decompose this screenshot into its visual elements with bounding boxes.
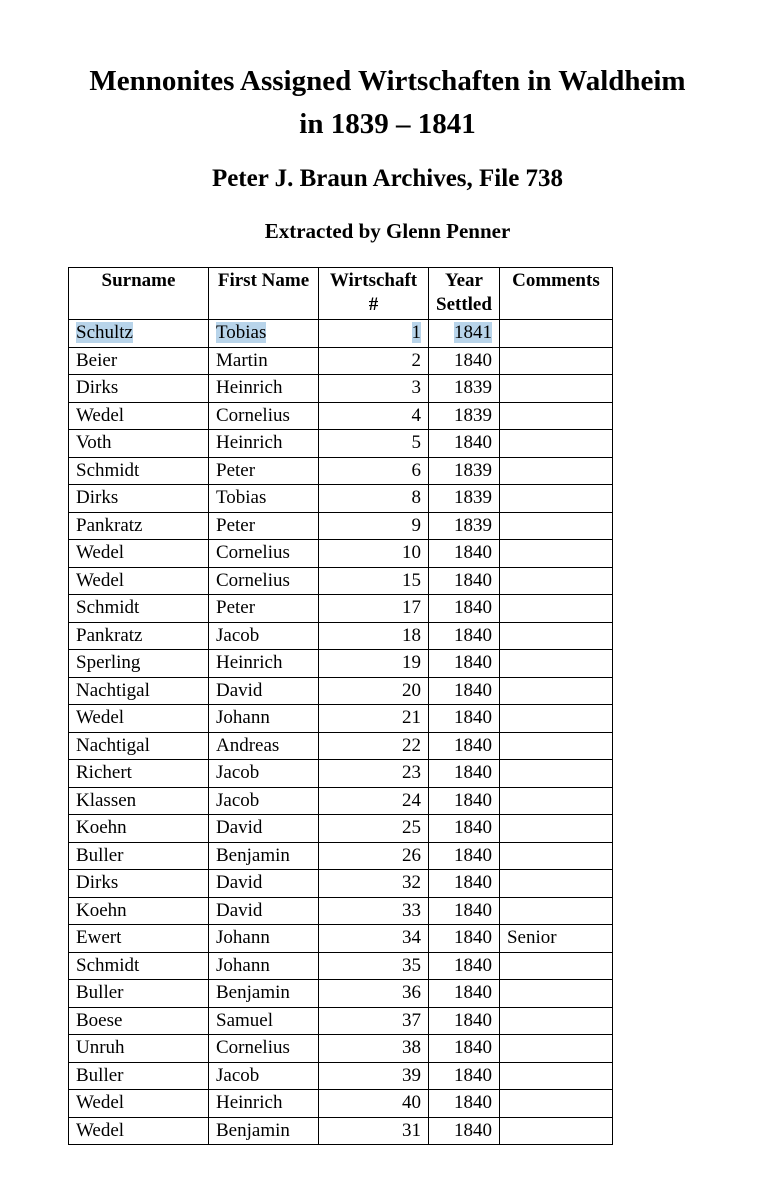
table-row [69,347,613,375]
document-subtitle: Peter J. Braun Archives, File 738 [211,165,564,192]
cell-comments [499,732,612,760]
cell-first-name: Jacob [209,760,319,788]
cell-wirtschaft-number: 15 [319,567,429,595]
cell-comments [499,1007,612,1035]
cell-wirtschaft-number: 39 [319,1062,429,1090]
cell-wirtschaft-number [319,320,429,348]
cell-year-settled [429,320,500,348]
cell-first-name: Benjamin [209,842,319,870]
cell-surname: Pankratz [69,622,209,650]
cell-surname: Boese [69,1007,209,1035]
table-row [69,595,613,623]
cell-year-settled: 1840 [429,952,500,980]
cell-first-name: Heinrich [209,375,319,403]
cell-year-settled: 1840 [429,1035,500,1063]
cell-first-name: Jacob [209,1062,319,1090]
cell-surname: Wedel [69,567,209,595]
table-row [69,925,613,953]
cell-surname: Richert [69,760,209,788]
cell-wirtschaft-number: 19 [319,650,429,678]
cell-comments: Senior [499,925,612,953]
cell-surname: Voth [69,430,209,458]
cell-year-settled: 1840 [429,870,500,898]
header-comments: Comments [499,268,612,320]
table-row [69,705,613,733]
cell-first-name: Johann [209,925,319,953]
table-row [69,815,613,843]
table-row [69,457,613,485]
cell-year-settled: 1840 [429,677,500,705]
cell-wirtschaft-number: 21 [319,705,429,733]
header-wirtschaft-line-1: Wirtschaft [329,270,418,291]
cell-surname: Pankratz [69,512,209,540]
cell-year-settled: 1839 [429,512,500,540]
table-row [69,897,613,925]
cell-wirtschaft-number: 18 [319,622,429,650]
cell-year-settled: 1840 [429,842,500,870]
table-row [69,430,613,458]
cell-first-name: Peter [209,457,319,485]
cell-comments [499,402,612,430]
cell-year-settled: 1840 [429,897,500,925]
cell-comments [499,705,612,733]
cell-first-name: Johann [209,705,319,733]
cell-comments [499,650,612,678]
table-row [69,540,613,568]
cell-year-settled: 1840 [429,622,500,650]
cell-wirtschaft-number: 40 [319,1090,429,1118]
cell-year-settled: 1840 [429,815,500,843]
header-year-line-2: Settled [436,294,492,315]
cell-first-name: Samuel [209,1007,319,1035]
table-row [69,842,613,870]
highlighted-text: 1 [411,322,421,344]
cell-comments [499,980,612,1008]
table-header-row [69,268,613,320]
cell-year-settled: 1840 [429,567,500,595]
cell-surname: Klassen [69,787,209,815]
header-wirtschaft [319,268,429,320]
cell-first-name: Benjamin [209,1117,319,1145]
cell-first-name: Cornelius [209,402,319,430]
cell-first-name: Benjamin [209,980,319,1008]
cell-surname: Unruh [69,1035,209,1063]
table-row [69,622,613,650]
cell-year-settled: 1840 [429,540,500,568]
cell-comments [499,1117,612,1145]
extracted-by-credit: Extracted by Glenn Penner [264,219,511,243]
cell-comments [499,320,612,348]
cell-comments [499,512,612,540]
header-year-line-1: Year [444,270,483,291]
cell-wirtschaft-number: 22 [319,732,429,760]
cell-comments [499,430,612,458]
cell-first-name: Heinrich [209,650,319,678]
cell-surname: Sperling [69,650,209,678]
cell-wirtschaft-number: 3 [319,375,429,403]
cell-comments [499,347,612,375]
cell-wirtschaft-number: 26 [319,842,429,870]
cell-wirtschaft-number: 32 [319,870,429,898]
table-row [69,677,613,705]
cell-wirtschaft-number: 38 [319,1035,429,1063]
cell-first-name: Cornelius [209,567,319,595]
cell-wirtschaft-number: 4 [319,402,429,430]
cell-year-settled: 1839 [429,402,500,430]
cell-year-settled: 1839 [429,485,500,513]
cell-wirtschaft-number: 24 [319,787,429,815]
cell-comments [499,375,612,403]
cell-surname [69,320,209,348]
table-body [69,320,613,1145]
cell-surname: Koehn [69,815,209,843]
cell-wirtschaft-number: 20 [319,677,429,705]
table-row [69,1062,613,1090]
cell-surname: Beier [69,347,209,375]
cell-wirtschaft-number: 34 [319,925,429,953]
cell-first-name: Andreas [209,732,319,760]
cell-first-name [209,320,319,348]
cell-comments [499,787,612,815]
cell-comments [499,485,612,513]
table-row [69,567,613,595]
cell-year-settled: 1840 [429,595,500,623]
cell-surname: Dirks [69,485,209,513]
cell-first-name: Heinrich [209,1090,319,1118]
cell-surname: Wedel [69,540,209,568]
cell-year-settled: 1839 [429,375,500,403]
cell-surname: Buller [69,980,209,1008]
cell-surname: Koehn [69,897,209,925]
cell-wirtschaft-number: 25 [319,815,429,843]
cell-wirtschaft-number: 37 [319,1007,429,1035]
table-row [69,375,613,403]
table-row [69,650,613,678]
cell-surname: Nachtigal [69,677,209,705]
cell-surname: Buller [69,842,209,870]
cell-surname: Wedel [69,705,209,733]
table-row [69,952,613,980]
cell-first-name: Peter [209,595,319,623]
cell-year-settled: 1840 [429,1007,500,1035]
cell-wirtschaft-number: 10 [319,540,429,568]
cell-surname: Schmidt [69,457,209,485]
document-title [0,60,775,146]
table-row [69,512,613,540]
cell-comments [499,952,612,980]
cell-comments [499,760,612,788]
header-surname: Surname [69,268,209,320]
table-row [69,980,613,1008]
table-row [69,787,613,815]
cell-wirtschaft-number: 6 [319,457,429,485]
cell-comments [499,540,612,568]
cell-year-settled: 1840 [429,1117,500,1145]
cell-year-settled: 1840 [429,650,500,678]
cell-surname: Wedel [69,1090,209,1118]
cell-first-name: Cornelius [209,1035,319,1063]
title-line-1: Mennonites Assigned Wirtschaften in Waldheim [89,65,686,97]
cell-comments [499,842,612,870]
cell-year-settled: 1840 [429,1090,500,1118]
cell-wirtschaft-number: 2 [319,347,429,375]
cell-wirtschaft-number: 23 [319,760,429,788]
table-row [69,760,613,788]
cell-first-name: David [209,870,319,898]
cell-first-name: Martin [209,347,319,375]
cell-wirtschaft-number: 36 [319,980,429,1008]
cell-comments [499,567,612,595]
cell-surname: Dirks [69,375,209,403]
cell-year-settled: 1840 [429,787,500,815]
title-line-2: in 1839 – 1841 [299,108,476,140]
cell-surname: Schmidt [69,952,209,980]
cell-year-settled: 1840 [429,1062,500,1090]
table-row [69,1007,613,1035]
cell-comments [499,622,612,650]
cell-first-name: Jacob [209,622,319,650]
cell-comments [499,1090,612,1118]
cell-first-name: Heinrich [209,430,319,458]
cell-year-settled: 1840 [429,347,500,375]
table-row [69,1090,613,1118]
cell-wirtschaft-number: 8 [319,485,429,513]
cell-wirtschaft-number: 17 [319,595,429,623]
table-row [69,402,613,430]
table-row [69,732,613,760]
cell-year-settled: 1840 [429,732,500,760]
cell-year-settled: 1840 [429,760,500,788]
cell-first-name: Jacob [209,787,319,815]
cell-year-settled: 1840 [429,980,500,1008]
cell-comments [499,677,612,705]
cell-comments [499,897,612,925]
cell-wirtschaft-number: 35 [319,952,429,980]
cell-year-settled: 1840 [429,925,500,953]
cell-wirtschaft-number: 9 [319,512,429,540]
cell-comments [499,1062,612,1090]
header-year-settled [429,268,500,320]
header-wirtschaft-line-2: # [368,294,379,315]
cell-first-name: Peter [209,512,319,540]
wirtschaft-table [68,267,613,1145]
cell-wirtschaft-number: 31 [319,1117,429,1145]
cell-wirtschaft-number: 5 [319,430,429,458]
table-row [69,1117,613,1145]
cell-comments [499,870,612,898]
cell-surname: Wedel [69,402,209,430]
table-row [69,485,613,513]
cell-year-settled: 1840 [429,430,500,458]
cell-comments [499,815,612,843]
highlighted-text: 1841 [453,322,492,344]
table-row [69,320,613,348]
cell-first-name: Tobias [209,485,319,513]
cell-year-settled: 1839 [429,457,500,485]
header-first-name: First Name [209,268,319,320]
cell-year-settled: 1840 [429,705,500,733]
highlighted-text: Schultz [76,322,133,344]
cell-comments [499,595,612,623]
cell-surname: Dirks [69,870,209,898]
cell-surname: Schmidt [69,595,209,623]
cell-first-name: David [209,815,319,843]
cell-first-name: David [209,677,319,705]
cell-first-name: David [209,897,319,925]
cell-comments [499,1035,612,1063]
cell-surname: Buller [69,1062,209,1090]
table-row [69,1035,613,1063]
cell-comments [499,457,612,485]
cell-surname: Nachtigal [69,732,209,760]
cell-surname: Ewert [69,925,209,953]
cell-first-name: Cornelius [209,540,319,568]
table-row [69,870,613,898]
cell-surname: Wedel [69,1117,209,1145]
cell-wirtschaft-number: 33 [319,897,429,925]
cell-first-name: Johann [209,952,319,980]
highlighted-text: Tobias [216,322,267,344]
